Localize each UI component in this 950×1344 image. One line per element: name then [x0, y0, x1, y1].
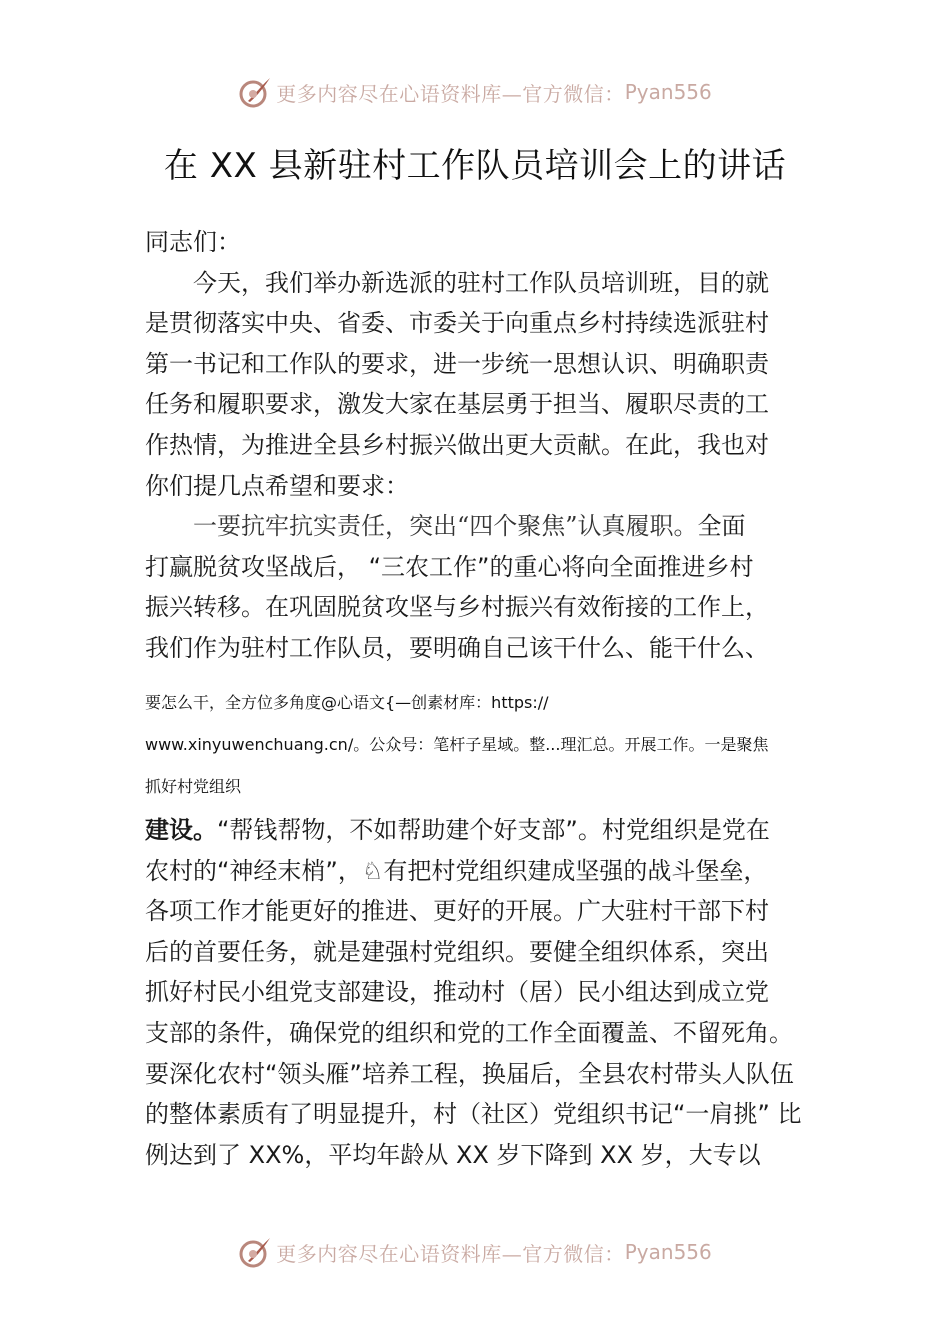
watermark-wechat-id: Pyan556 [624, 80, 712, 104]
quill-logo-icon [238, 1235, 272, 1269]
paragraph-line: 各项工作才能更好的推进、更好的开展。广大驻村干部下村 [145, 897, 769, 926]
paragraph-line: 的整体素质有了明显提升，村（社区）党组织书记“一肩挑” 比 [145, 1100, 802, 1129]
paragraph-line: 支部的条件，确保党的组织和党的工作全面覆盖、不留死角。 [145, 1018, 793, 1047]
paragraph-line: 第一书记和工作队的要求，进一步统一思想认识、明确职责 [145, 349, 769, 378]
body-section-1 [145, 222, 825, 669]
paragraph-line: 今天，我们举办新选派的驻村工作队员培训班，目的就 [193, 268, 769, 297]
paragraph-line [145, 810, 825, 851]
paragraph-line: 农村的“神经末梢”，♘有把村党组织建成坚强的战斗堡垒， [145, 856, 768, 885]
paragraph-text: “帮钱帮物，不如帮助建个好支部”。村党组织是党在 [217, 816, 770, 844]
paragraph-line: 你们提几点希望和要求： [145, 471, 409, 500]
paragraph-line: 后的首要任务，就是建强村党组织。要健全组织体系，突出 [145, 937, 769, 966]
paragraph-line: 是贯彻落实中央、省委、市委关于向重点乡村持续选派驻村 [145, 309, 769, 338]
page-title: 在 XX 县新驻村工作队员培训会上的讲话 [163, 146, 787, 186]
watermark-text: 更多内容尽在心语资料库—官方微信： [276, 81, 625, 106]
paragraph-line: 作热情，为推进全县乡村振兴做出更大贡献。在此，我也对 [145, 430, 769, 459]
paragraph-line: 要深化农村“领头雁”培养工程，换届后，全县农村带头人队伍 [145, 1059, 794, 1088]
watermark-banner-top [0, 72, 950, 112]
bold-text: 建设。 [145, 816, 217, 844]
watermark-banner-bottom [0, 1232, 950, 1272]
small-text-line: 抓好村党组织 [145, 777, 242, 796]
paragraph-line: 打赢脱贫攻坚战后， “三农工作”的重心将向全面推进乡村 [145, 552, 754, 581]
paragraph-line [145, 506, 825, 547]
small-text-line: 要怎么干，全方位多角度@心语文{—创素材库：https:// [145, 693, 549, 712]
paragraph-line: 任务和履职要求，激发大家在基层勇于担当、履职尽责的工 [145, 390, 769, 419]
small-text-line: www.xinyuwenchuang.cn/。公众号：笔杆子星域。整...理汇总。开展工作。一是聚焦 [145, 735, 769, 754]
watermark-wechat-id: Pyan556 [624, 1240, 712, 1264]
quill-logo-icon [238, 75, 272, 109]
salutation: 同志们： [145, 228, 241, 256]
paragraph-line: 抓好村民小组党支部建设，推动村（居）民小组达到成立党 [145, 978, 769, 1007]
section-heading: 一要抗牢抗实责任，突出“四个聚焦”认真履职。 [193, 512, 698, 541]
paragraph-line: 振兴转移。在巩固脱贫攻坚与乡村振兴有效衔接的工作上， [145, 593, 769, 622]
paragraph-line: 我们作为驻村工作队员，要明确自己该干什么、能干什么、 [145, 633, 769, 662]
body-section-2 [145, 810, 825, 1175]
paragraph-line: 例达到了 XX%，平均年龄从 XX 岁下降到 XX 岁，大专以 [145, 1140, 761, 1169]
paragraph-text: 全面 [697, 512, 746, 541]
watermark-text: 更多内容尽在心语资料库—官方微信： [276, 1241, 625, 1266]
